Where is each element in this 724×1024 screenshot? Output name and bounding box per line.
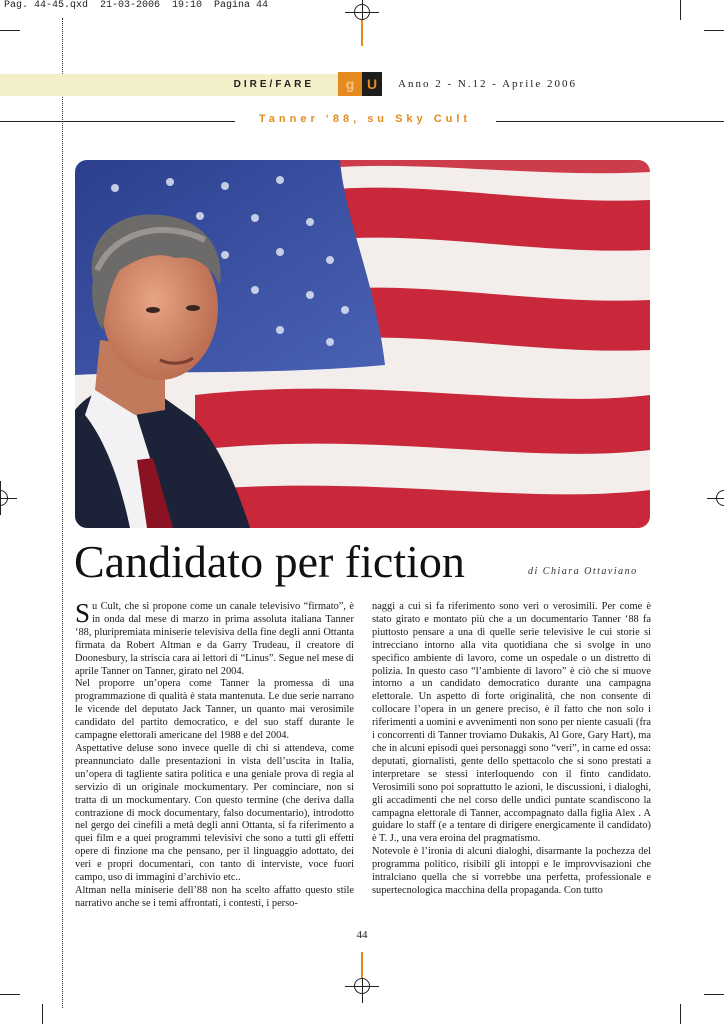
- orange-guide-top: [361, 20, 363, 46]
- registration-mark-right: [716, 490, 724, 506]
- article-photo: [75, 160, 650, 528]
- page-number: 44: [356, 929, 368, 941]
- paragraph: Notevole è l’ironia di alcuni dialoghi, disarmante la pochezza del programma politico, risibili gli intoppi e le improvvisazioni che intralciano quella che si vorrebbe una perfetta, professionale e supertecnologica macchina della propaganda. Con tutto: [372, 846, 651, 896]
- paragraph: Aspettative deluse sono invece quelle di chi si attendeva, come preannunciato dalle presentazioni in vista dell’uscita in Italia, un’opera di tagliente satira politica e una geniale prova di regia al servizio di un originale mockumentary. Per cominciare, non si tratta di un mockumentary. Con questo termine (che deriva dalla contrazione di mock documentary, falso documentario), introdotto nel gergo dei cinefili a metà degli anni Ottanta, si fa riferimento a quei film e a quei programmi televisivi che sono a tutti gli effetti opere di finzione ma che pensano, per il linguaggio adottato, dei veri e propri documentari, con tanto di interviste, voce fuori campo, uso di immagini d’archivio etc..: [75, 742, 354, 884]
- paragraph: Nel proporre un’opera come Tanner la promessa di una programmazione di qualità è stata mantenuta. Le due serie narrano le vicende del deputato Jack Tanner, un quanto mai verosimile candidato del partito democratico, e del suo staff durante le campagne elettorali americane del 1988 e del 2004.: [75, 678, 354, 742]
- article-byline: di Chiara Ottaviano: [528, 566, 638, 577]
- article-title: Candidato per fiction: [74, 536, 465, 587]
- kicker-rule-left: [0, 121, 235, 122]
- crop-mark-bottom-right-v: [680, 1004, 681, 1024]
- registration-mark-left: [0, 490, 8, 506]
- drop-cap: S: [75, 598, 91, 628]
- crop-mark-bottom-right: [704, 994, 724, 995]
- section-label: DIRE/FARE: [233, 79, 314, 90]
- file-slug: Pag. 44-45.qxd 21-03-2006 19:10 Pagina 44: [4, 0, 269, 11]
- paragraph: naggi a cui si fa riferimento sono veri o verosimili. Per come è stato girato e montato più che a un documentario Tanner ‘88 fa piuttosto pensare a una di quelle serie televisive le cui storie si intrecciano intorno alla vita quotidiana che si svolge in uno specifico ambiente di lavoro, come un ospedale o un distretto di polizia. In questo caso “l’ambiente di lavoro” è ciò che si muove intorno a un candidato democratico durante una campagna elettorale. Un aspetto di forte originalità, che non consente di collocare l’opera in un genere preciso, è il fatto che non solo i riferimenti a uomini e avvenimenti non sono per niente casuali (fra i concorrenti di Tanner troviamo Dukakis, Al Gore, Gary Hart), ma che in alcuni episodi quei personaggi sono “veri”, in carne ed ossa: deputati, giornalisti, gente dello spettacolo che si sono prestati a interpretare se stessi interloquendo con il finto candidato. Verosimili sono poi soprattutto le azioni, le discussioni, i dialoghi, gli accadimenti che nel corso delle undici puntate scandiscono la campagna elettorale di Tanner, accompagnato dalla figlia Alex . A guidare lo staff (e a tentare di dirigere energicamente il candidato) è T. J., una vera eroina del pragmatismo.: [372, 601, 651, 845]
- paragraph: Altman nella miniserie dell’88 non ha scelto affatto questo stile narrativo anche se i temi affrontati, i contesti, i perso-: [75, 884, 354, 909]
- paragraph: Su Cult, che si propone come un canale televisivo “firmato”, è in onda dal mese di marzo in prima assoluta italiana Tanner ‘88, pluripremiata miniserie televisiva della fine degli anni Ottanta firmata da Robert Altman e da Garry Trudeau, il creatore di Doonesbury, la striscia cara ai lettori di “Linus”. Segue nel mese di aprile Tanner on Tanner, girato nel 2004.: [75, 598, 354, 677]
- magazine-logo-left: g: [338, 72, 362, 96]
- magazine-logo-right: U: [362, 72, 382, 96]
- orange-guide-bottom: [361, 952, 363, 978]
- registration-mark-top: [354, 4, 370, 20]
- kicker: Tanner ‘88, su Sky Cult: [258, 113, 472, 125]
- issue-info: Anno 2 - N.12 - Aprile 2006: [398, 78, 577, 90]
- crop-mark-top-right-v: [680, 0, 681, 20]
- crop-mark-top-right: [704, 30, 724, 31]
- kicker-rule-right: [496, 121, 724, 122]
- article-column-right: [372, 601, 651, 898]
- article-column-left: [75, 598, 354, 911]
- crop-mark-top-left: [0, 30, 20, 31]
- spine-guide: [62, 18, 63, 1008]
- registration-mark-bottom: [354, 978, 370, 994]
- crop-mark-bottom-left-v: [42, 1004, 43, 1024]
- crop-mark-bottom-left: [0, 994, 20, 995]
